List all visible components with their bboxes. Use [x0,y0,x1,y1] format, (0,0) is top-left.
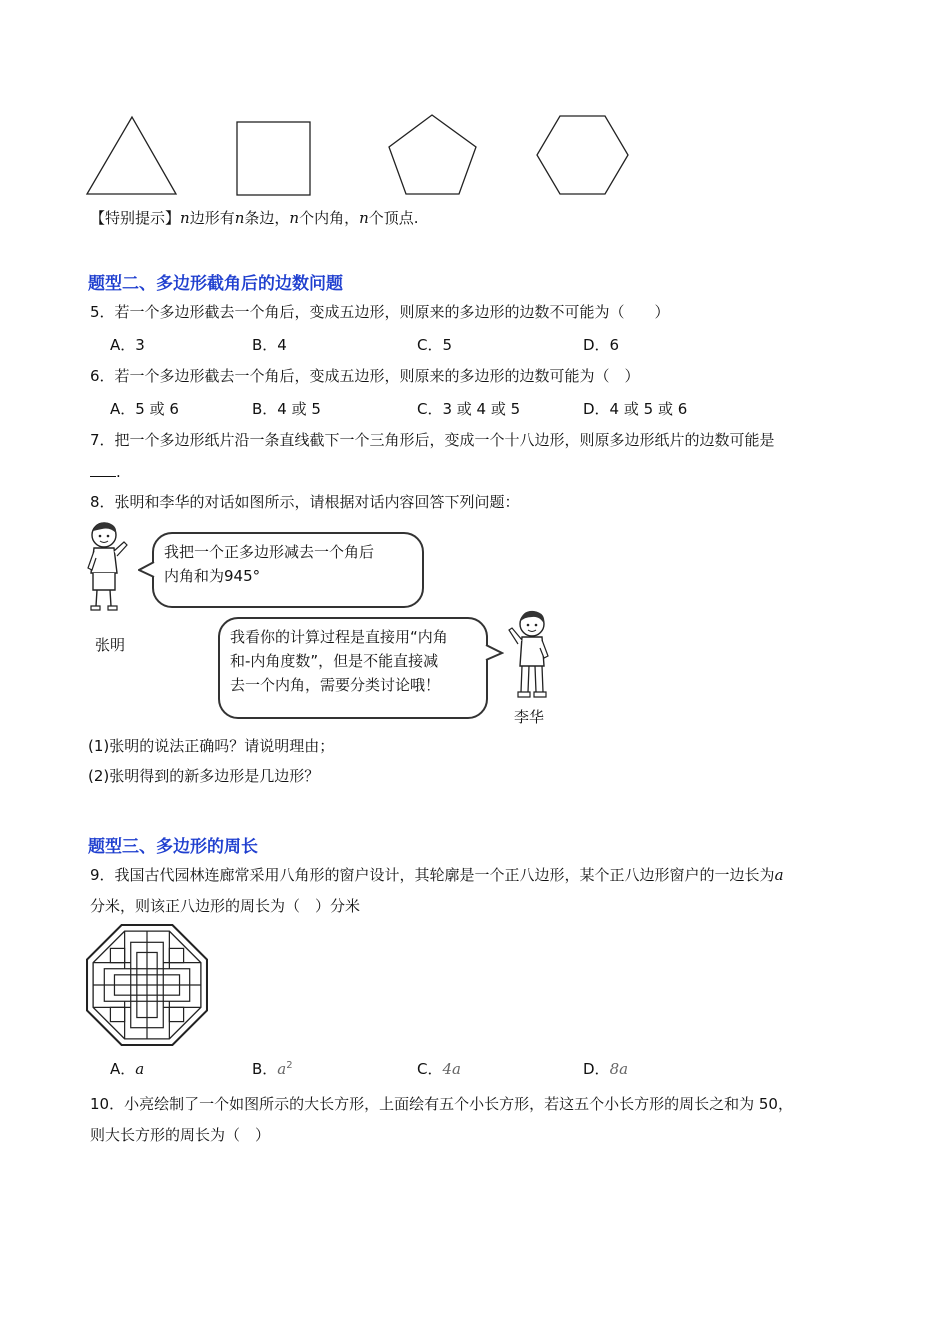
triangle-shape [87,117,176,194]
pentagon-shape [389,115,476,194]
q5-option-d: D．6 [583,336,620,354]
speech-bubble-li-hua [218,617,488,719]
answer-blank[interactable] [90,462,116,477]
bubble-1-line-2: 内角和为945° [164,567,261,585]
q9-option-d: D．8a [583,1060,629,1078]
bubble-1-line-1: 我把一个正多边形减去一个角后 [164,543,375,561]
question-7-line-2: . [90,462,121,482]
q6-option-c: C．3 或 4 或 5 [417,400,521,418]
question-8-sub-2: (2)张明得到的新多边形是几边形？ [88,767,320,785]
octagon-window-figure [86,924,208,1046]
q9-var-a: a [774,866,784,884]
bubble-2-line-2: 和-内角度数”，但是不能直接减 [230,652,439,670]
tip-n-1: n [180,209,190,227]
q5-option-c: C．5 [417,336,453,354]
tip-label: 【特别提示】 [90,209,181,227]
question-9-line-2: 分米，则该正八边形的周长为（ ）分米 [90,897,361,915]
question-10-line-1: 10．小亮绘制了一个如图所示的大长方形，上面绘有五个小长方形，若这五个小长方形的周长之和为 50， [90,1095,793,1113]
bubble-2-line-1: 我看你的计算过程是直接用“内角 [230,628,448,646]
q6-option-a: A．5 或 6 [110,400,179,418]
bubble-2-tail [484,643,504,663]
q5-option-b: B．4 [252,336,287,354]
zhang-ming-illustration [84,518,134,618]
hexagon-shape [537,116,628,194]
li-hua-name: 李华 [514,708,545,726]
q9-option-b: B．$a^2$ [252,1060,293,1078]
question-5: 5．若一个多边形截去一个角后，变成五边形，则原来的多边形的边数不可能为（ ） [90,303,670,321]
q9-option-a: A．a [110,1060,145,1078]
question-10-line-2: 则大长方形的周长为（ ） [90,1126,271,1144]
section-3-heading: 题型三、多边形的周长 [88,837,258,857]
bubble-1-tail [138,560,156,580]
question-8-sub-1: (1)张明的说法正确吗？请说明理由； [88,737,335,755]
tip-n-4: n [359,209,369,227]
tip-n-3: n [289,209,300,227]
question-9-line-1: 9．我国古代园林连廊常采用八角形的窗户设计，其轮廓是一个正八边形，某个正八边形窗户的一边长为a [90,866,784,884]
q9-option-c: C．4a [417,1060,461,1078]
tip-n-2: n [234,209,245,227]
question-6: 6．若一个多边形截去一个角后，变成五边形，则原来的多边形的边数可能为（ ） [90,367,640,385]
li-hua-illustration [504,608,556,704]
special-tip: 【特别提示】n边形有n条边，n个内角，n个顶点. [90,209,419,227]
polygon-shapes [80,110,640,202]
q6-option-b: B．4 或 5 [252,400,321,418]
square-shape [237,122,310,195]
q5-option-a: A．3 [110,336,145,354]
speech-bubble-zhang-ming [152,532,424,608]
section-2-heading: 题型二、多边形截角后的边数问题 [88,274,343,294]
zhang-ming-name: 张明 [95,636,126,654]
question-7-line-1: 7．把一个多边形纸片沿一条直线截下一个三角形后，变成一个十八边形，则原多边形纸片的边数可能是 [90,431,775,449]
bubble-2-line-3: 去一个内角，需要分类讨论哦！ [230,676,441,694]
question-8: 8．张明和李华的对话如图所示，请根据对话内容回答下列问题： [90,493,520,511]
q6-option-d: D．4 或 5 或 6 [583,400,688,418]
